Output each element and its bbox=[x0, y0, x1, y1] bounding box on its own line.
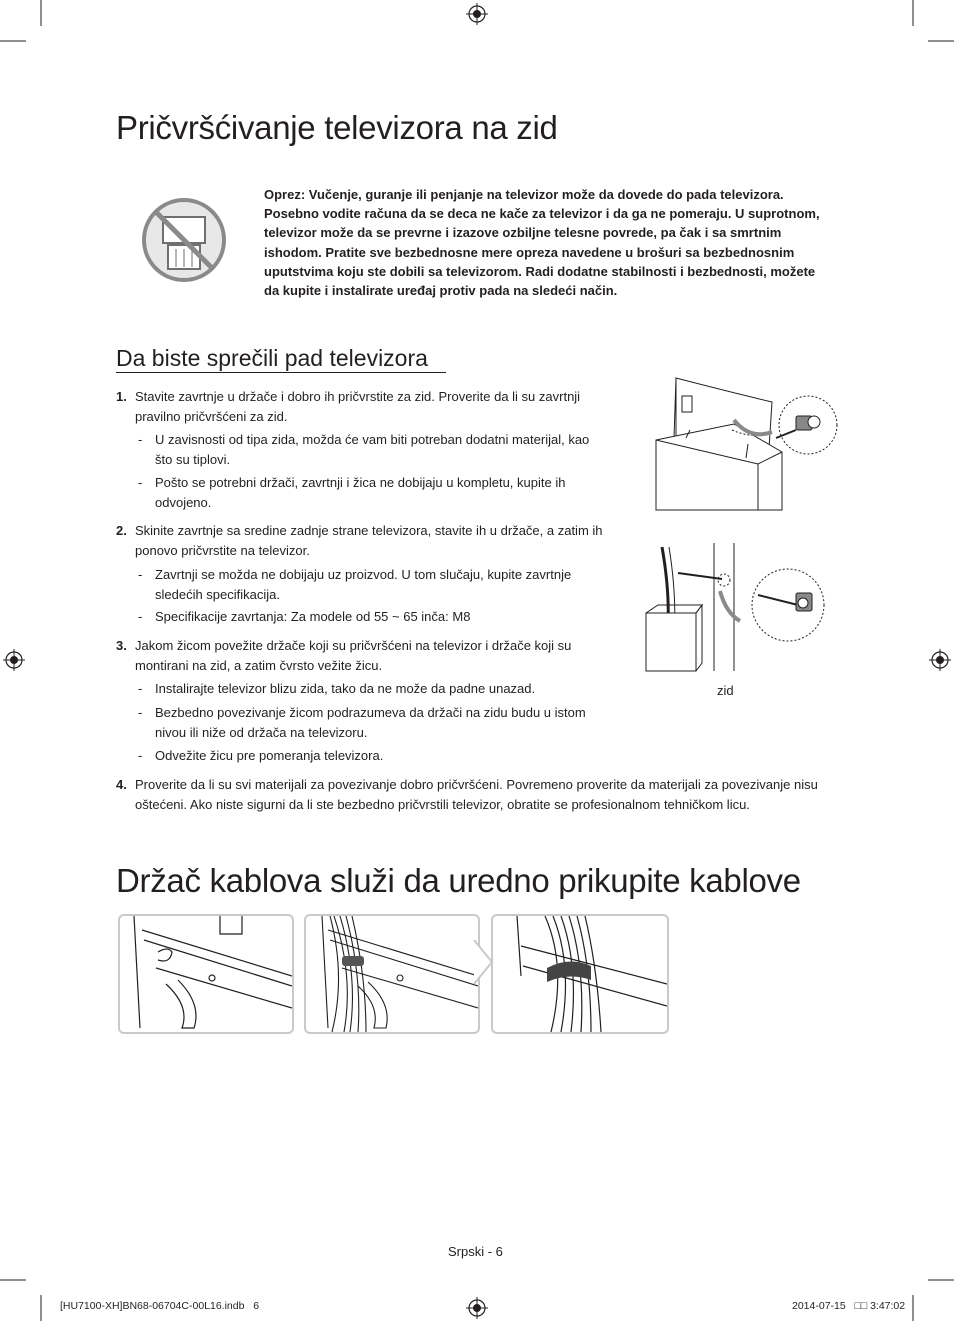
cable-holder-illustration-2 bbox=[306, 916, 478, 1032]
cable-holder-illustration-1 bbox=[120, 916, 292, 1032]
print-timestamp: 2014-07-15 □□ 3:47:02 bbox=[792, 1300, 906, 1312]
step-text: Stavite zavrtnje u držače i dobro ih pričvrstite za zid. Proverite da li su zavrtnji pravilno pričvršćeni za zid. bbox=[135, 389, 581, 424]
section-subtitle: Da biste sprečili pad televizora bbox=[116, 345, 428, 371]
cable-holder-panel-1 bbox=[118, 914, 294, 1034]
file-name-slug: [HU7100-XH]BN68-06704C-00L16.indb 6 bbox=[60, 1300, 260, 1312]
section-title-cable-holder: Držač kablova služi da uredno prikupite kablove bbox=[116, 862, 801, 899]
sub-item-dash: - bbox=[138, 475, 143, 490]
sub-item-dash: - bbox=[138, 432, 143, 447]
section-title-wall-mount: Pričvršćivanje televizora na zid bbox=[116, 109, 558, 146]
step-number: 2. bbox=[116, 523, 127, 538]
no-climbing-warning-icon bbox=[141, 197, 227, 283]
step-number: 4. bbox=[116, 777, 127, 792]
sub-item-text: Bezbedno povezivanje žicom podrazumeva da držači na zidu budu u istom nivou ili niže od držača na televizoru. bbox=[155, 705, 586, 740]
sub-item-dash: - bbox=[138, 609, 143, 624]
tv-bracket-illustration bbox=[650, 372, 840, 517]
tv-wall-wire-illustration bbox=[640, 543, 830, 673]
step-number: 1. bbox=[116, 389, 127, 404]
page-number: Srpski - 6 bbox=[448, 1244, 503, 1259]
cable-holder-panel-3 bbox=[491, 914, 669, 1034]
sub-item-text: Pošto se potrebni držači, zavrtnji i žica ne dobijaju u kompletu, kupite ih odvojeno. bbox=[155, 475, 566, 510]
sub-item-text: Odvežite žicu pre pomeranja televizora. bbox=[155, 748, 384, 763]
sub-item-text: Specifikacije zavrtanja: Za modele od 55 ~ 65 inča: M8 bbox=[155, 609, 471, 624]
registration-mark-icon bbox=[466, 3, 488, 25]
cable-holder-panel-2 bbox=[304, 914, 480, 1034]
subtitle-underline bbox=[116, 372, 446, 373]
step-text: Skinite zavrtnje sa sredine zadnje strane televizora, stavite ih u držače, a zatim ih ponovo pričvrstite na televizor. bbox=[135, 523, 603, 558]
step-number: 3. bbox=[116, 638, 127, 653]
registration-mark-icon bbox=[466, 1297, 488, 1319]
sub-item-dash: - bbox=[138, 567, 143, 582]
wall-label: zid bbox=[717, 683, 734, 698]
sub-item-dash: - bbox=[138, 681, 143, 696]
registration-mark-icon bbox=[929, 649, 951, 671]
panel-connector-arrow bbox=[470, 940, 496, 986]
step-text: Jakom žicom povežite držače koji su pričvršćeni na televizor i držače koji su montirani na zid, a zatim čvrsto vežite žicu. bbox=[135, 638, 572, 673]
sub-item-text: Instalirajte televizor blizu zida, tako da ne može da padne unazad. bbox=[155, 681, 536, 696]
warning-text: Oprez: Vučenje, guranje ili penjanje na televizor može da dovede do pada televizora. Posebno vodite računa da se deca ne kače za televizor i da ga ne pomeraju. U suprotnom, televizor može da se prevrne i izazove ozbiljne telesne povrede, pa čak i sa smrtnim ishodom. Pratite sve bezbednosne mere opreza navedene u brošuri sa bezbednosnim uputstvima koju ste dobili sa televizorom. Radi dodatne stabilnosti i bezbednosti, možete da kupite i instalirate uređaj protiv pada na sledeći način. bbox=[264, 187, 820, 299]
sub-item-text: Zavrtnji se možda ne dobijaju uz proizvod. U tom slučaju, kupite zavrtnje sledećih specifikacija. bbox=[155, 567, 572, 602]
step-text: Proverite da li su svi materijali za povezivanje dobro pričvršćeni. Povremeno proverite da materijali za povezivanje nisu oštećeni. Ako niste sigurni da li ste bezbedno pričvrstili televizor, obratite se profesionalnom tehničkom licu. bbox=[135, 777, 818, 812]
registration-mark-icon bbox=[3, 649, 25, 671]
sub-item-dash: - bbox=[138, 748, 143, 763]
sub-item-dash: - bbox=[138, 705, 143, 720]
sub-item-text: U zavisnosti od tipa zida, možda će vam biti potreban dodatni materijal, kao što su tiplovi. bbox=[155, 432, 590, 467]
cable-holder-illustration-3 bbox=[493, 916, 667, 1032]
